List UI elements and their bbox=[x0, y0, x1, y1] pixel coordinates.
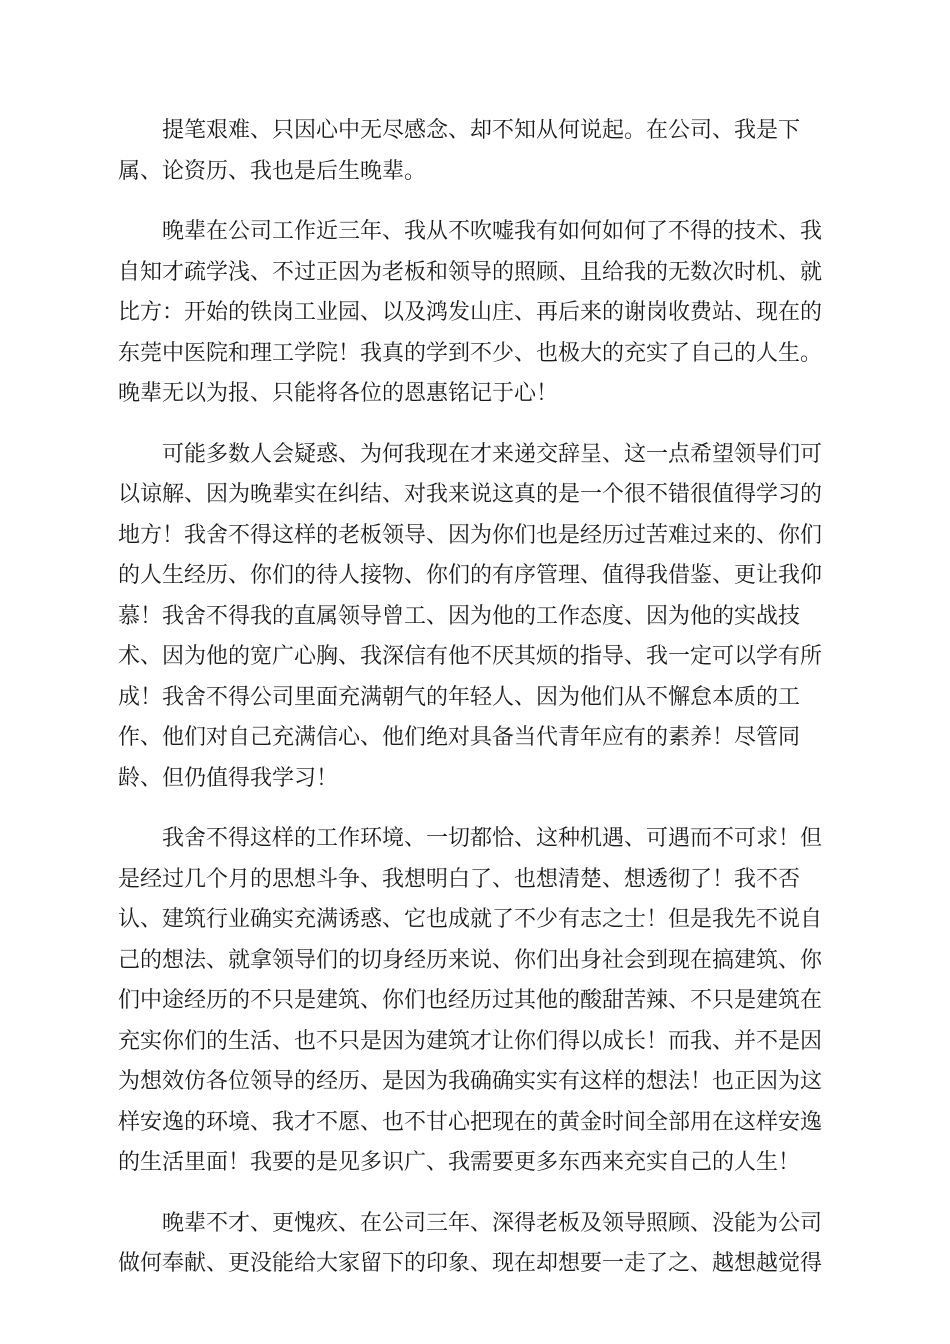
text-line: 术、因为他的宽广心胸、我深信有他不厌其烦的指导、我一定可以学有所 bbox=[118, 644, 823, 669]
text-line: 的人生经历、你们的待人接物、你们的有序管理、值得我借鉴、更让我仰 bbox=[118, 563, 823, 588]
text-line: 己的想法、就拿领导们的切身经历来说、你们出身社会到现在搞建筑、你 bbox=[118, 947, 823, 973]
text-line: 慕！我舍不得我的直属领导曾工、因为他的工作态度、因为他的实战技 bbox=[118, 603, 801, 629]
text-line: 地方！我舍不得这样的老板领导、因为你们也是经历过苦难过来的、你们 bbox=[118, 522, 823, 548]
paragraph-3 bbox=[118, 435, 836, 800]
text-line: 认、建筑行业确实充满诱惑、它也成就了不少有志之士！但是我先不说自 bbox=[118, 907, 823, 932]
text-line: 我舍不得这样的工作环境、一切都恰、这种机遇、可遇而不可求！但 bbox=[162, 826, 823, 851]
text-line: 充实你们的生活、也不只是因为建筑才让你们得以成长！而我、并不是因 bbox=[118, 1028, 823, 1054]
text-line: 样安逸的环境、我才不愿、也不甘心把现在的黄金时间全部用在这样安逸 bbox=[118, 1109, 823, 1135]
text-line: 龄、但仍值得我学习！ bbox=[118, 765, 339, 791]
text-line: 的生活里面！我要的是见多识广、我需要更多东西来充实自己的人生！ bbox=[118, 1150, 801, 1175]
text-line: 为想效仿各位领导的经历、是因为我确确实实有这样的想法！也正因为这 bbox=[118, 1069, 823, 1094]
paragraph-5 bbox=[118, 1204, 836, 1285]
text-line: 晚辈无以为报、只能将各位的恩惠铭记于心！ bbox=[118, 381, 559, 406]
letter-body bbox=[118, 111, 836, 1305]
text-line: 晚辈在公司工作近三年、我从不吹嘘我有如何如何了不得的技术、我 bbox=[162, 219, 823, 244]
text-line: 成！我舍不得公司里面充满朝气的年轻人、因为他们从不懈怠本质的工 bbox=[118, 684, 801, 710]
paragraph-4 bbox=[118, 819, 836, 1184]
text-line: 们中途经历的不只是建筑、你们也经历过其他的酸甜苦辣、不只是建筑在 bbox=[118, 988, 823, 1013]
text-line: 以谅解、因为晚辈实在纠结、对我来说这真的是一个很不错很值得学习的 bbox=[118, 482, 823, 507]
text-line: 属、论资历、我也是后生晚辈。 bbox=[118, 158, 427, 184]
text-line: 是经过几个月的思想斗争、我想明白了、也想清楚、想透彻了！我不否 bbox=[118, 866, 801, 892]
paragraph-1 bbox=[118, 111, 836, 192]
text-line: 比方：开始的铁岗工业园、以及鸿发山庄、再后来的谢岗收费站、现在的 bbox=[118, 300, 823, 325]
paragraph-2 bbox=[118, 212, 836, 415]
text-line: 东莞中医院和理工学院！我真的学到不少、也极大的充实了自己的人生。 bbox=[118, 340, 823, 366]
text-line: 作、他们对自己充满信心、他们绝对具备当代青年应有的素养！尽管同 bbox=[118, 725, 801, 750]
text-line: 晚辈不才、更愧疚、在公司三年、深得老板及领导照顾、没能为公司 bbox=[162, 1210, 823, 1236]
text-line: 可能多数人会疑惑、为何我现在才来递交辞呈、这一点希望领导们可 bbox=[162, 441, 823, 467]
text-line: 自知才疏学浅、不过正因为老板和领导的照顾、且给我的无数次时机、就 bbox=[118, 259, 823, 285]
text-line: 提笔艰难、只因心中无尽感念、却不知从何说起。在公司、我是下 bbox=[162, 118, 801, 143]
text-line: 做何奉献、更没能给大家留下的印象、现在却想要一走了之、越想越觉得 bbox=[118, 1251, 823, 1276]
